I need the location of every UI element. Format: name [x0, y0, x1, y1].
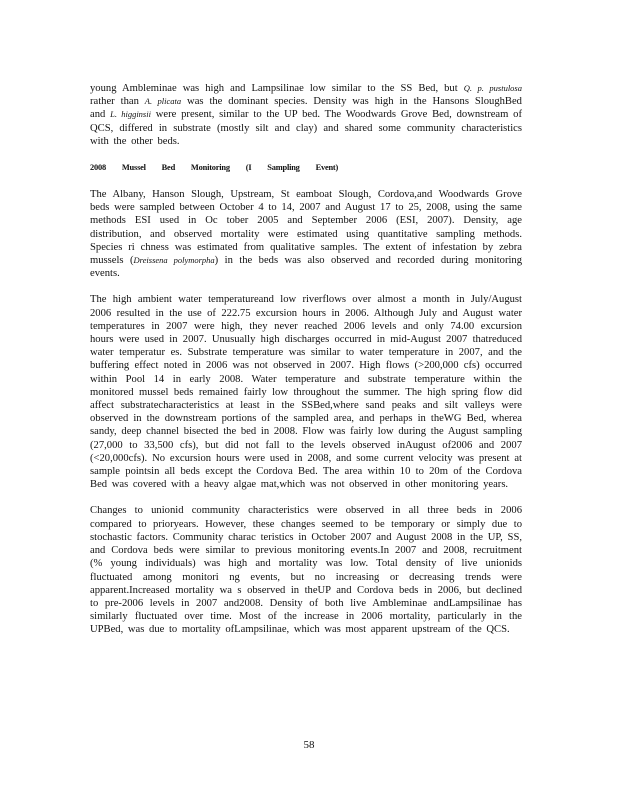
paragraph-1 — [90, 82, 522, 148]
species-name-q-pustulosa: Q. p. pustulosa — [463, 83, 522, 93]
paragraph-1-text-c: was the dominant species. Density was high in the Hansons SloughBed and — [90, 96, 522, 121]
paragraph-1-text-b: rather than — [90, 96, 145, 108]
species-name-l-higginsii: L. higginsii — [110, 109, 151, 120]
page-number: 58 — [303, 739, 315, 751]
species-name-dreissena: Dreissena polymorpha — [133, 255, 215, 266]
paragraph-2-text-a: The Albany, Hanson Slough, Upstream, St eamboat Slough, Cordova,and Woodwards Grove beds were sampled between October 4 to 14, 2007 and August 17 to 25, 2008, using the same methods ESI used in Oc tober 2005 and September 2006 (ESI, 2007). Density, age distribution, and observed mortality were estimated using quantitative sampling methods. Species ri chness was estimated from qualitative samples. The extent of infestation by zebra mussels ( — [90, 189, 522, 267]
paragraph-1-text-a: young Ambleminae was high and Lampsilinae low similar to the SS Bed, but — [90, 83, 464, 94]
paragraph-4: Changes to unionid community characteristics were observed in all three beds in 2006 compared to prioryears. However, these changes seemed to be temporary or simply due to stochastic factors. Community charac teristics in October 2007 and August 2008 in the UP, SS, and Cordova beds were similar to previous monitoring events.In 2007 and 2008, recruitment (% young individuals) was high and mortality was low. Total density of live unionids fluctuated among monitori ng events, but no increasing or decreasing trends were apparent.Increased mortality wa s observed in theUP and Cordova beds in 2006, but declined to pre-2006 levels in 2007 and2008. Density of both live Ambleminae andLampsilinae has similarly fluctuated over time. Most of the increase in 2006 mortality, particularly in the UPBed, was due to mortality ofLampsilinae, which was most apparent upstream of the QCS. — [90, 505, 522, 636]
paragraph-2 — [90, 188, 522, 280]
species-name-a-plicata: A. plicata — [144, 96, 182, 107]
paragraph-3: The high ambient water temperatureand low riverflows over almost a month in July/August 2006 resulted in the use of 222.75 excursion hours in 2006. Although July and August water temperatures in 2007 were high, they never reached 2006 levels and only 74.00 excursion hours were used in 2007. Unusually high discharges occurred in mid-August 2007 thatreduced water temperatur es. Substrate temperature was similar to water temperature in 2007, and the buffering effect noted in 2006 was not observed in 2007. High flows (>200,000 cfs) occurred within Pool 14 in early 2008. Water temperature and substrate temperature within the monitored mussel beds remained fairly low throughout the summer. The high spring flow did affect substratecharacteristics at least in the SSBed,where sand peaks and silt valleys were observed in the downstream portions of the sampled area, and perhaps in theWG Bed, wherea sandy, deep channel bisected the bed in 2008. Flow was fairly low during the August sampling (27,000 to 33,500 cfs), but did not fall to the levels observed inAugust of2006 and 2007 (<20,000cfs). No excursion hours were used in 2008, and some current velocity was present at sample pointsin all beds except the Cordova Bed. The area within 10 to 20m of the Cordova Bed was covered with a heavy algae mat,which was not observed in other monitoring years. — [90, 294, 522, 491]
paragraph-2-text-b: ) in the beds was also observed and recorded during monitoring events. — [90, 255, 523, 280]
paragraph-1-text-d: were present, similar to the UP bed. The Woodwards Grove Bed, downstream of QCS, differed in substrate (mostly silt and clay) and shared some community characteristics with the other beds. — [90, 109, 522, 147]
section-heading: 2008 Mussel Bed Monitoring (I Sampling Event) — [90, 163, 339, 173]
document-body — [90, 82, 522, 637]
